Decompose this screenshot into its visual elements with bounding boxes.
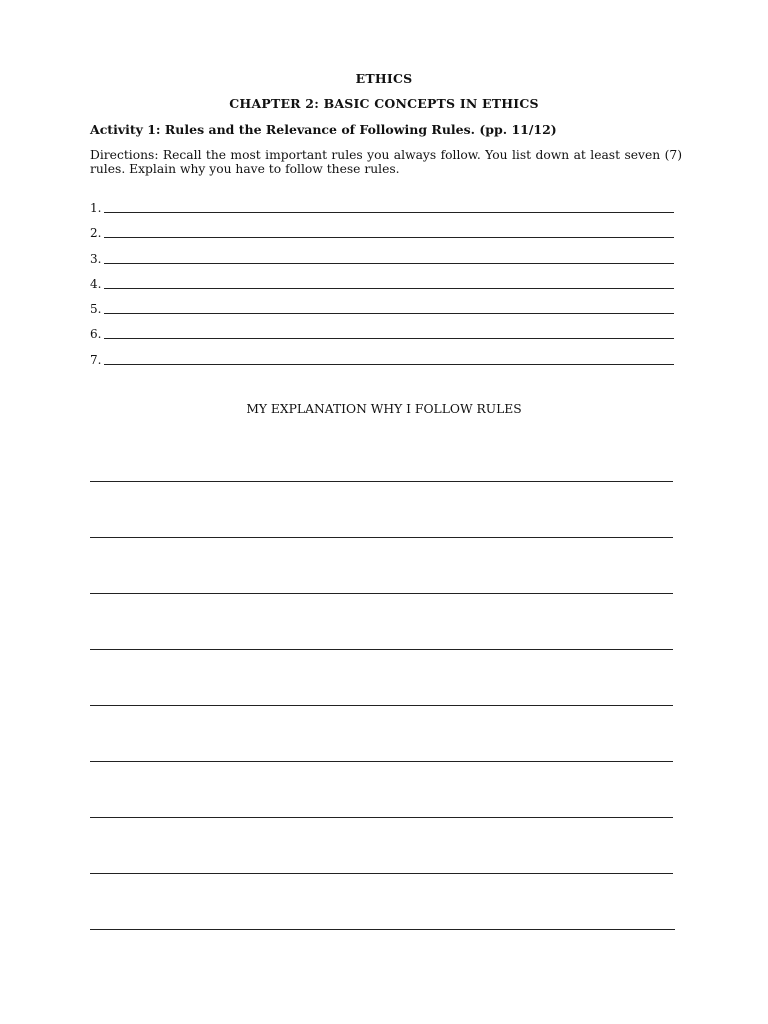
- explanation-line[interactable]: [90, 761, 673, 762]
- explanation-line[interactable]: [90, 817, 673, 818]
- explanation-line[interactable]: [90, 649, 673, 650]
- rule-number: 7.: [90, 353, 102, 367]
- directions-text: Directions: Recall the most important rules you always follow. You list down at least seven (7) rules. Explain why you have to follow these rules.: [90, 148, 682, 176]
- explanation-line[interactable]: [90, 873, 673, 874]
- rule-number: 1.: [90, 201, 102, 215]
- rule-number: 4.: [90, 277, 102, 291]
- rule-entry-1[interactable]: [90, 198, 674, 214]
- rule-number: 3.: [90, 252, 102, 266]
- explanation-line[interactable]: [90, 705, 673, 706]
- rule-entry-4[interactable]: [90, 274, 674, 290]
- rule-answer-blank[interactable]: [104, 364, 674, 365]
- explanation-line[interactable]: [90, 593, 673, 594]
- rule-entry-7[interactable]: [90, 350, 674, 366]
- document-title: ETHICS: [355, 71, 413, 86]
- explanation-line[interactable]: [90, 929, 675, 930]
- explanation-line[interactable]: [90, 481, 673, 482]
- activity-heading: Activity 1: Rules and the Relevance of Following Rules. (pp. 11/12): [90, 122, 557, 137]
- rule-number: 5.: [90, 302, 102, 316]
- rule-entry-6[interactable]: [90, 324, 674, 340]
- rule-entry-5[interactable]: [90, 299, 674, 315]
- rule-entry-3[interactable]: [90, 249, 674, 265]
- explanation-line[interactable]: [90, 537, 673, 538]
- rule-answer-blank[interactable]: [104, 313, 674, 314]
- rule-entry-2[interactable]: [90, 223, 674, 239]
- rule-answer-blank[interactable]: [104, 338, 674, 339]
- rule-answer-blank[interactable]: [104, 263, 674, 264]
- rule-number: 2.: [90, 226, 102, 240]
- explanation-heading: MY EXPLANATION WHY I FOLLOW RULES: [246, 402, 522, 416]
- rule-answer-blank[interactable]: [104, 212, 674, 213]
- rule-answer-blank[interactable]: [104, 288, 674, 289]
- chapter-heading: CHAPTER 2: BASIC CONCEPTS IN ETHICS: [229, 96, 539, 111]
- rule-answer-blank[interactable]: [104, 237, 674, 238]
- rule-number: 6.: [90, 327, 102, 341]
